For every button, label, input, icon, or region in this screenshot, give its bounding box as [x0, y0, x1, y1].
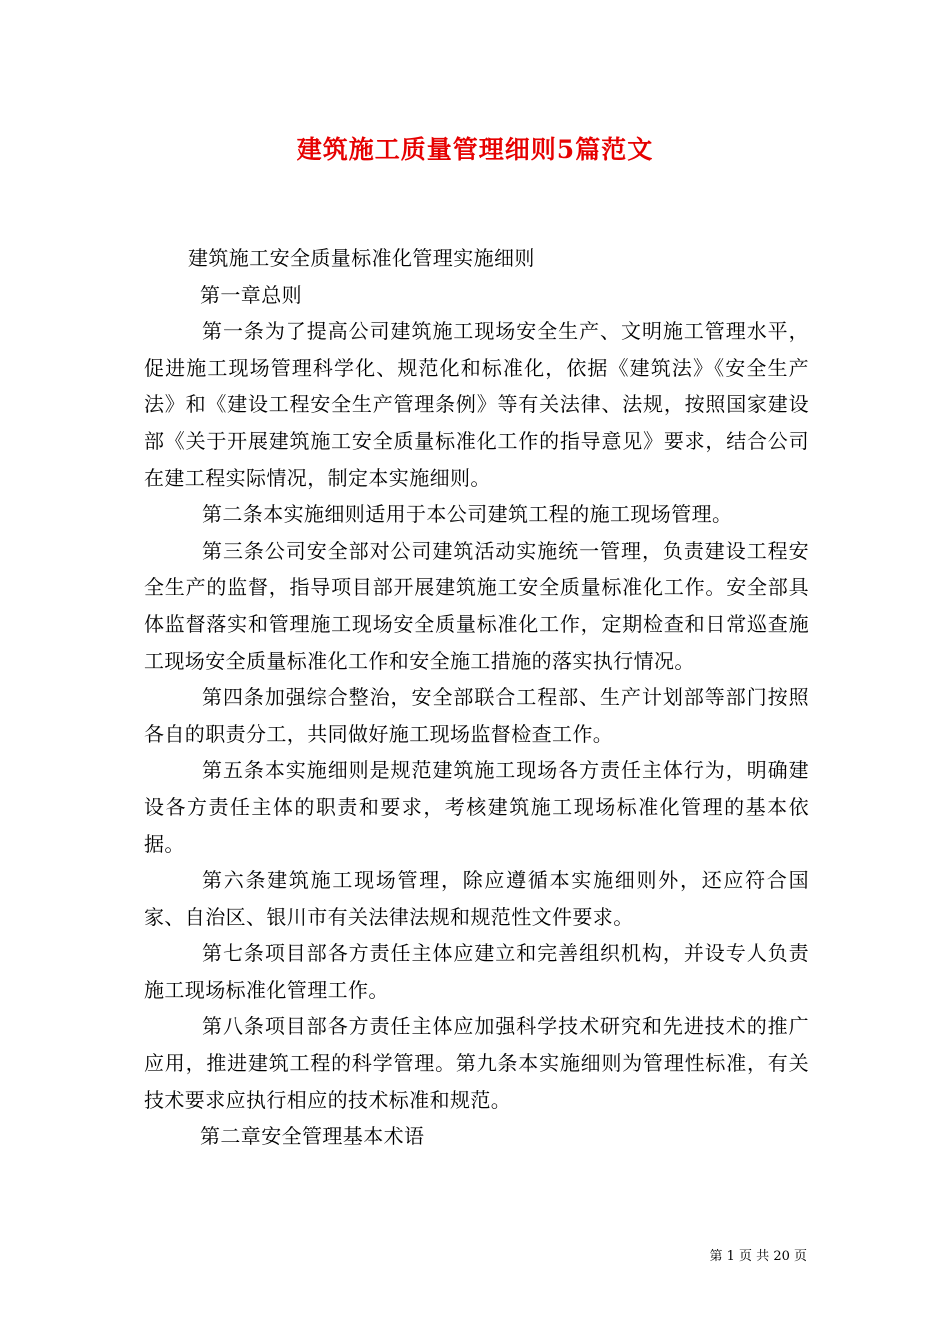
document-subtitle: 建筑施工安全质量标准化管理实施细则 [188, 246, 535, 270]
page-number: 第 1 页 共 20 页 [709, 1249, 807, 1264]
paragraph-article-7: 第七条项目部各方责任主体应建立和完善组织机构，并设专人负责施工现场标准化管理工作。 [144, 941, 809, 1002]
chapter-heading: 第一章总则 [200, 282, 302, 307]
document-title: 建筑施工质量管理细则5篇范文 [296, 135, 654, 164]
paragraph-article-5: 第五条本实施细则是规范建筑施工现场各方责任主体行为，明确建设各方责任主体的职责和要求，考核建筑施工现场标准化管理的基本依据。 [144, 758, 809, 856]
paragraph-article-6: 第六条建筑施工现场管理，除应遵循本实施细则外，还应符合国家、自治区、银川市有关法律法规和规范性文件要求。 [144, 868, 809, 929]
paragraph-article-2: 第二条本实施细则适用于本公司建筑工程的施工现场管理。 [202, 502, 733, 527]
chapter-heading: 第二章安全管理基本术语 [200, 1124, 425, 1149]
paragraph-article-1: 第一条为了提高公司建筑施工现场安全生产、文明施工管理水平，促进施工现场管理科学化、规范化和标准化，依据《建筑法》《安全生产法》和《建设工程安全生产管理条例》等有关法律、法规，按照国家建设部《关于开展建筑施工安全质量标准化工作的指导意见》要求，结合公司在建工程实际情况，制定本实施细则。 [144, 319, 809, 490]
paragraph-article-8-9: 第八条项目部各方责任主体应加强科学技术研究和先进技术的推广应用，推进建筑工程的科学管理。第九条本实施细则为管理性标准，有关技术要求应执行相应的技术标准和规范。 [144, 1014, 809, 1112]
paragraph-article-4: 第四条加强综合整治，安全部联合工程部、生产计划部等部门按照各自的职责分工，共同做好施工现场监督检查工作。 [144, 685, 809, 746]
paragraph-article-3: 第三条公司安全部对公司建筑活动实施统一管理，负责建设工程安全生产的监督，指导项目部开展建筑施工安全质量标准化工作。安全部具体监督落实和管理施工现场安全质量标准化工作，定期检查和日常巡查施工现场安全质量标准化工作和安全施工措施的落实执行情况。 [144, 538, 809, 673]
document-body [144, 240, 809, 1155]
